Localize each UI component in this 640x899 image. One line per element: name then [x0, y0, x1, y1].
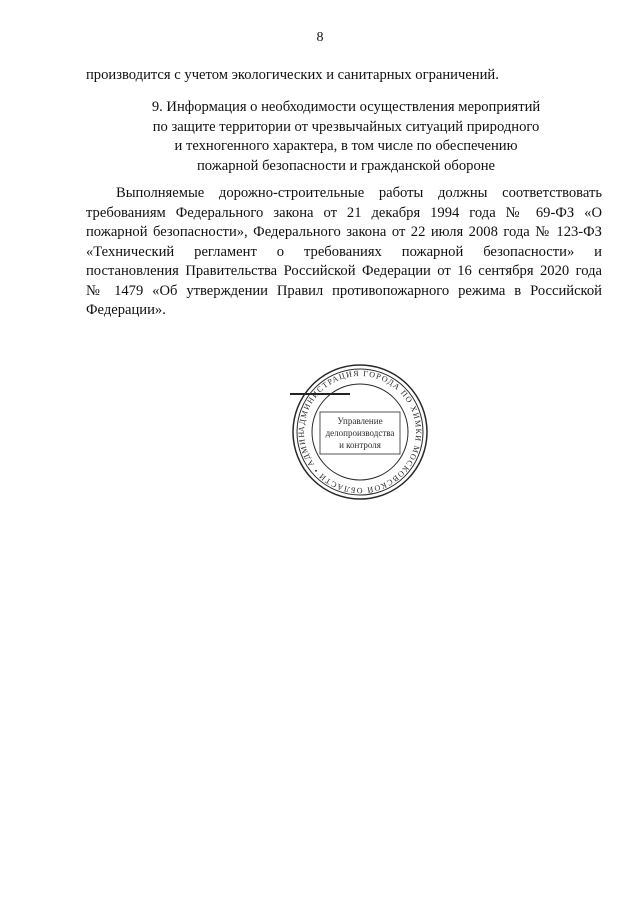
stamp-center-line: Управление	[337, 416, 383, 426]
body-line: требованиям Федерального закона от 21 декабря 1994 года № 69-ФЗ «О	[86, 204, 602, 221]
body-line: Выполняемые дорожно-строительные работы должны соответствовать	[116, 185, 602, 201]
stamp-outer-text: АДМИНИСТРАЦИЯ ГОРОДА ПО ХИМКИ МОСКОВСКОЙ ОБЛАСТИ • АДМИН	[296, 368, 424, 496]
stamp-center-line: и контроля	[339, 440, 381, 450]
heading-line: 9. Информация о необходимости осуществления мероприятий	[151, 99, 541, 115]
stamp-seal-graphic	[290, 362, 430, 502]
body-line: постановления Правительства Российской Федерации от 16 сентября 2020 года	[86, 263, 602, 279]
section-heading	[96, 98, 596, 176]
body-line: «Технический регламент о требованиях пожарной безопасности» и	[86, 243, 602, 260]
stamp-center-line: делопроизводства	[325, 428, 395, 438]
official-stamp	[290, 362, 430, 502]
body-paragraph	[86, 184, 602, 321]
body-line: № 1479 «Об утверждении Правил противопожарного режима в Российской	[86, 282, 602, 299]
body-line: пожарной безопасности», Федерального закона от 22 июля 2008 года № 123-ФЗ	[86, 224, 602, 240]
heading-line: пожарной безопасности и гражданской обороне	[196, 157, 496, 174]
page-number: 8	[316, 30, 324, 45]
intro-line: производится с учетом экологических и санитарных ограничений.	[86, 67, 499, 83]
body-line: Федерации».	[86, 302, 166, 318]
heading-line: и техногенного характера, в том числе по обеспечению	[174, 138, 518, 154]
heading-line: по защите территории от чрезвычайных ситуаций природного	[152, 118, 540, 135]
